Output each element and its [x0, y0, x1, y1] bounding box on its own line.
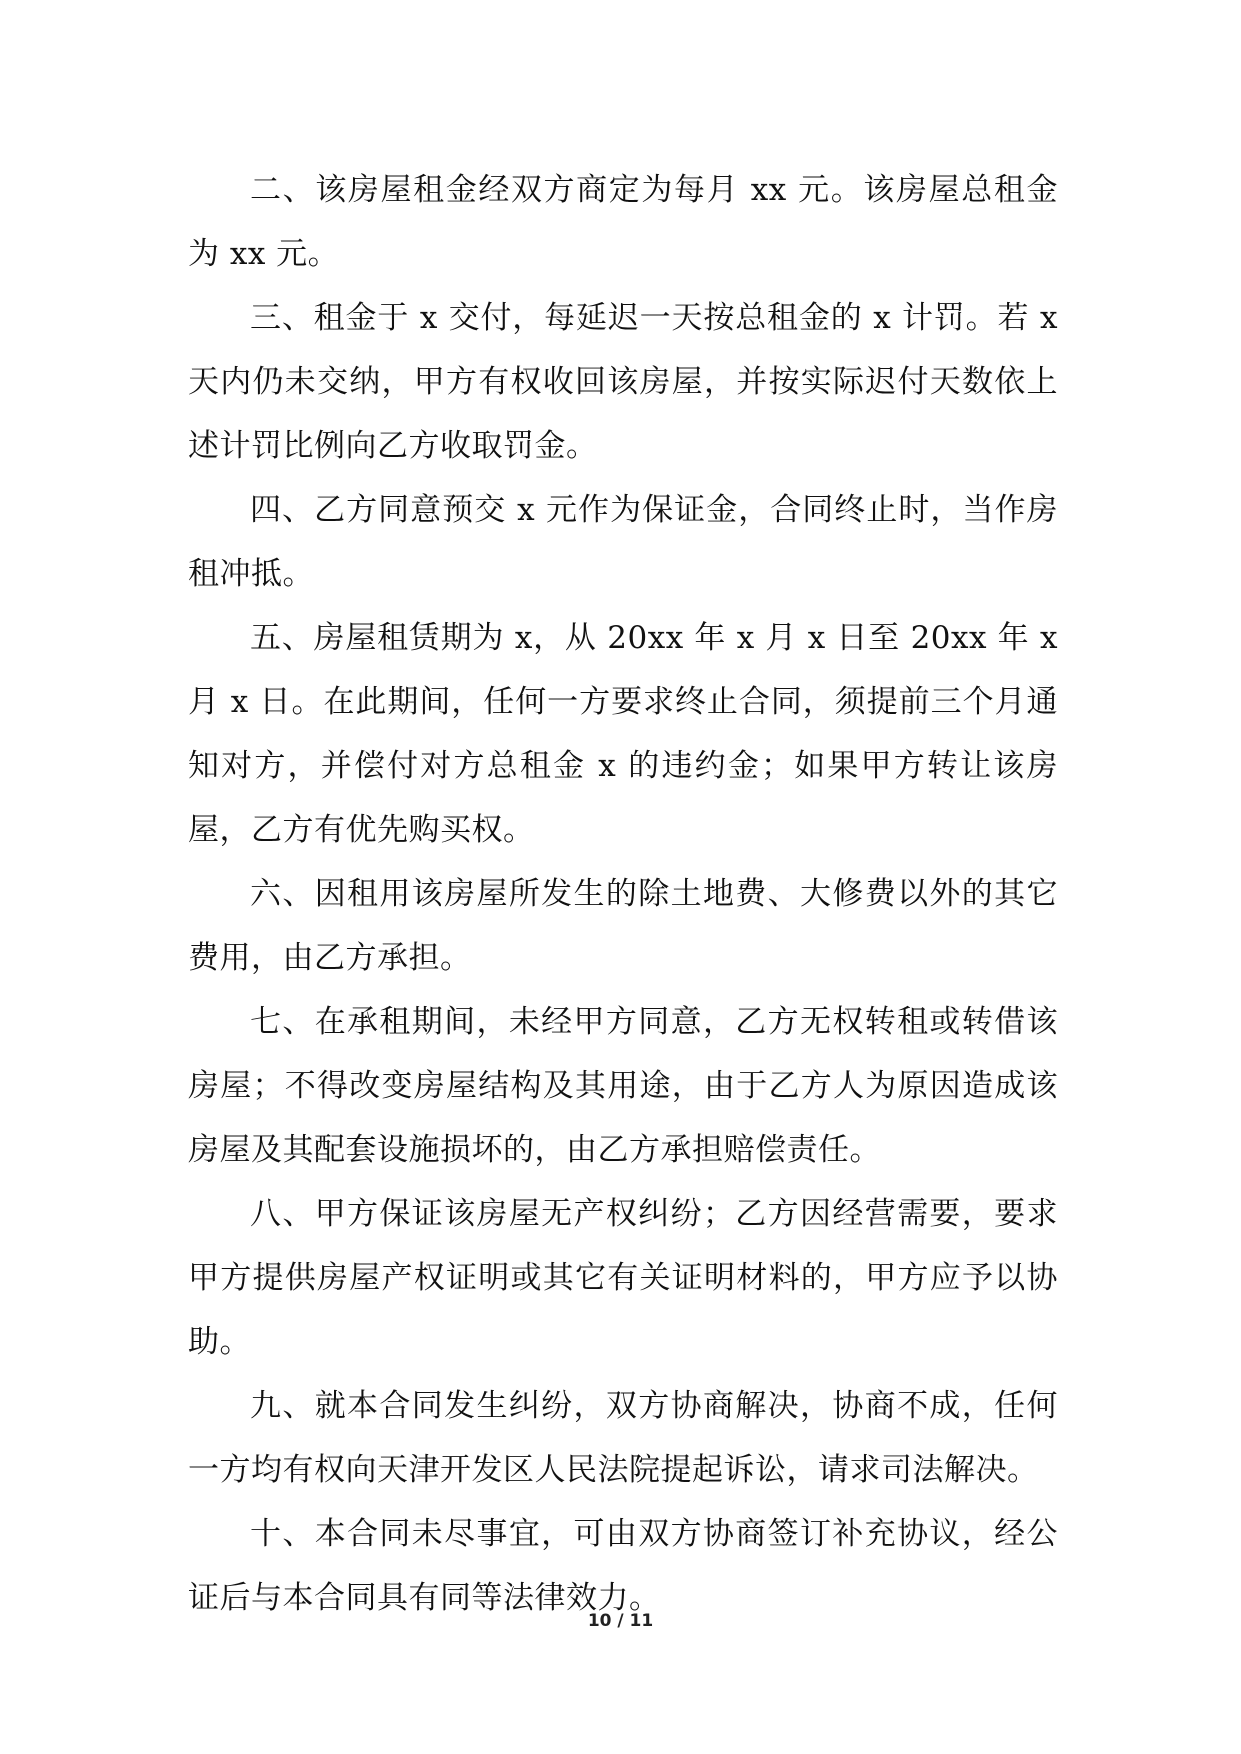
clause-2: 二、该房屋租金经双方商定为每月 xx 元。该房屋总租金为 xx 元。 [188, 172, 1058, 272]
clause-9: 九、就本合同发生纠纷，双方协商解决，协商不成，任何一方均有权向天津开发区人民法院提起诉讼，请求司法解决。 [188, 1388, 1058, 1488]
clause-7: 七、在承租期间，未经甲方同意，乙方无权转租或转借该房屋；不得改变房屋结构及其用途，由于乙方人为原因造成该房屋及其配套设施损坏的，由乙方承担赔偿责任。 [188, 1004, 1058, 1168]
clause-10: 十、本合同未尽事宜，可由双方协商签订补充协议，经公证后与本合同具有同等法律效力。 [188, 1516, 1058, 1616]
page-number: 10 / 11 [587, 1611, 654, 1631]
clause-5: 五、房屋租赁期为 x，从 20xx 年 x 月 x 日至 20xx 年 x 月 x 日。在此期间，任何一方要求终止合同，须提前三个月通知对方，并偿付对方总租金 x 的违约金；如果甲方转让该房屋，乙方有优先购买权。 [188, 620, 1058, 848]
clause-3: 三、租金于 x 交付，每延迟一天按总租金的 x 计罚。若 x 天内仍未交纳，甲方有权收回该房屋，并按实际迟付天数依上述计罚比例向乙方收取罚金。 [188, 300, 1058, 464]
clause-6: 六、因租用该房屋所发生的除土地费、大修费以外的其它费用，由乙方承担。 [188, 876, 1058, 976]
clause-4: 四、乙方同意预交 x 元作为保证金，合同终止时，当作房租冲抵。 [188, 492, 1058, 592]
clause-8: 八、甲方保证该房屋无产权纠纷；乙方因经营需要，要求甲方提供房屋产权证明或其它有关证明材料的，甲方应予以协助。 [188, 1196, 1058, 1360]
document-body [188, 158, 1058, 1630]
